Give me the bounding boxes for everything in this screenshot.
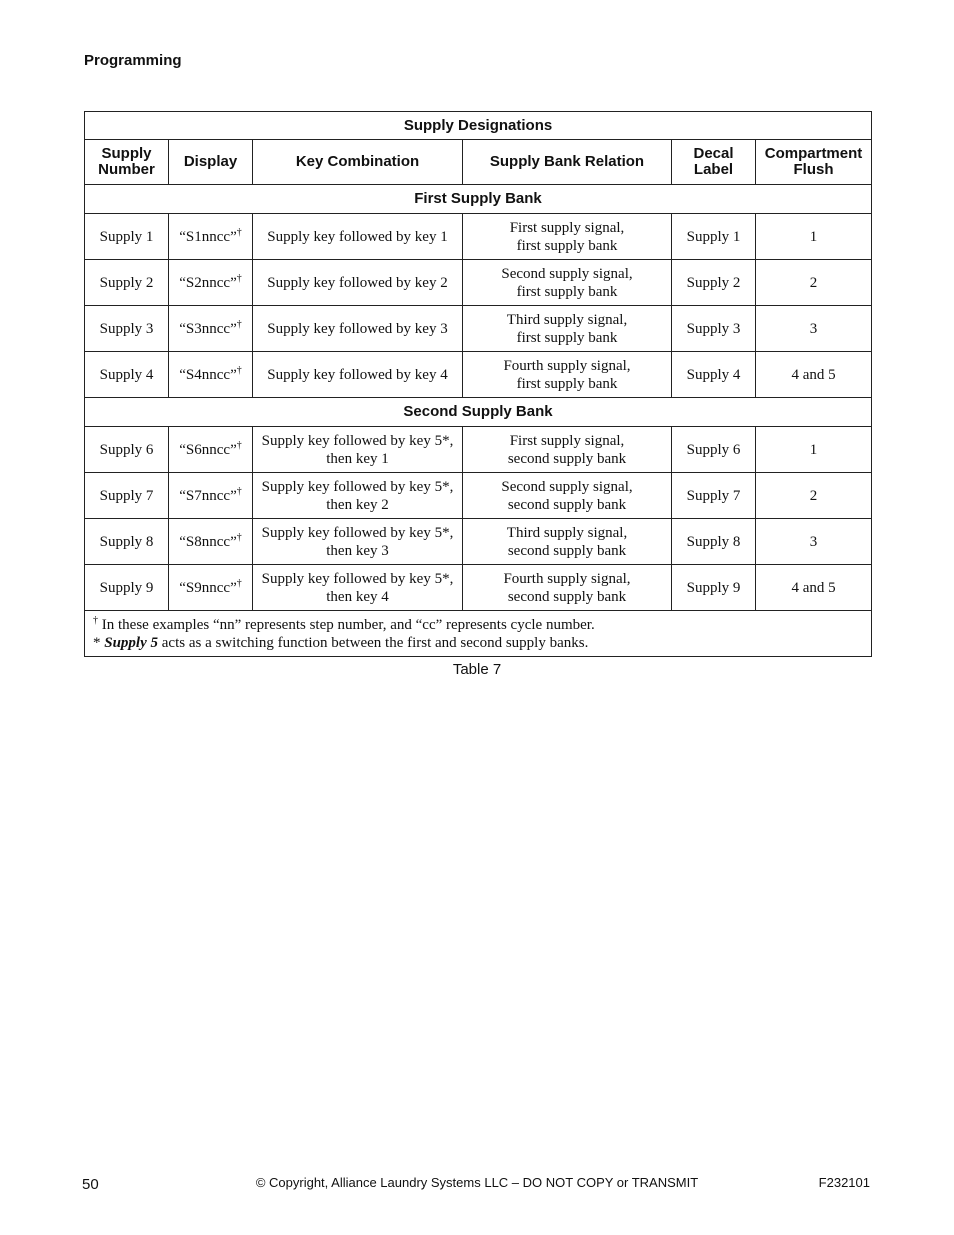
decal-label-cell: Supply 1 xyxy=(672,214,756,260)
supply-number-cell: Supply 7 xyxy=(85,473,169,519)
key-combination-line: then key 3 xyxy=(326,542,389,559)
bank-relation-line: second supply bank xyxy=(507,588,627,605)
bank-name: First Supply Bank xyxy=(85,185,872,214)
decal-label-cell: Supply 9 xyxy=(672,565,756,611)
page-number: 50 xyxy=(82,1176,99,1193)
compartment-flush-cell: 4 and 5 xyxy=(756,352,872,398)
bank-relation-cell xyxy=(463,427,672,473)
supply-number-cell: Supply 8 xyxy=(85,519,169,565)
supply-number-cell: Supply 6 xyxy=(85,427,169,473)
bank-relation-line: second supply bank xyxy=(507,450,627,467)
display-cell xyxy=(169,519,253,565)
compartment-flush-cell: 2 xyxy=(756,260,872,306)
display-cell xyxy=(169,473,253,519)
table-title: Supply Designations xyxy=(85,112,872,140)
table-row xyxy=(85,306,872,352)
display-cell xyxy=(169,352,253,398)
supply-number-cell: Supply 2 xyxy=(85,260,169,306)
key-combination-line: Supply key followed by key 3 xyxy=(267,320,448,337)
column-header xyxy=(169,140,253,185)
key-combination-line: Supply key followed by key 5*, xyxy=(261,432,454,449)
compartment-flush-cell: 4 and 5 xyxy=(756,565,872,611)
key-combination-cell xyxy=(253,473,463,519)
column-header xyxy=(253,140,463,185)
key-combination-line: Supply key followed by key 4 xyxy=(267,366,448,383)
bank-relation-cell xyxy=(463,214,672,260)
key-combination-line: Supply key followed by key 5*, xyxy=(261,478,454,495)
dagger-mark: † xyxy=(236,531,242,543)
key-combination-line: then key 1 xyxy=(326,450,389,467)
column-header-line: Key Combination xyxy=(295,153,420,170)
column-header-line: Display xyxy=(183,153,238,170)
column-header-row xyxy=(85,140,872,185)
table-row xyxy=(85,473,872,519)
column-header-line: Supply Bank Relation xyxy=(489,153,645,170)
table-row xyxy=(85,214,872,260)
bank-relation-cell xyxy=(463,260,672,306)
column-header-line: Compartment xyxy=(764,145,863,162)
key-combination-line: then key 2 xyxy=(326,496,389,513)
bank-relation-cell xyxy=(463,473,672,519)
bank-relation-line: Fourth supply signal, xyxy=(503,570,631,587)
compartment-flush-cell: 2 xyxy=(756,473,872,519)
bank-name: Second Supply Bank xyxy=(85,398,872,427)
bank-relation-cell xyxy=(463,352,672,398)
supply-number-cell: Supply 9 xyxy=(85,565,169,611)
key-combination-line: Supply key followed by key 2 xyxy=(267,274,448,291)
bank-relation-line: first supply bank xyxy=(516,283,618,300)
bank-relation-line: First supply signal, xyxy=(509,219,625,236)
decal-label-cell: Supply 7 xyxy=(672,473,756,519)
bank-relation-cell xyxy=(463,519,672,565)
column-header xyxy=(463,140,672,185)
display-cell xyxy=(169,260,253,306)
dagger-mark: † xyxy=(236,318,242,330)
asterisk-note-text: acts as a switching function between the first and second supply banks. xyxy=(158,634,589,651)
bank-relation-line: first supply bank xyxy=(516,375,618,392)
dagger-mark: † xyxy=(93,614,98,626)
compartment-flush-cell: 3 xyxy=(756,519,872,565)
dagger-mark: † xyxy=(236,485,242,497)
compartment-flush-cell: 1 xyxy=(756,427,872,473)
display-code: “S9nncc” xyxy=(179,579,237,596)
display-code: “S1nncc” xyxy=(179,228,237,245)
key-combination-line: Supply key followed by key 5*, xyxy=(261,524,454,541)
display-code: “S6nncc” xyxy=(179,441,237,458)
column-header xyxy=(85,140,169,185)
supply-designations-table xyxy=(84,111,872,657)
key-combination-line: then key 4 xyxy=(326,588,389,605)
dagger-mark: † xyxy=(236,226,242,238)
table-row xyxy=(85,427,872,473)
column-header xyxy=(756,140,872,185)
decal-label-cell: Supply 4 xyxy=(672,352,756,398)
dagger-note-text: In these examples “nn” represents step number, and “cc” represents cycle number. xyxy=(98,616,595,633)
column-header-line: Number xyxy=(98,161,155,178)
compartment-flush-cell: 1 xyxy=(756,214,872,260)
bank-relation-line: Third supply signal, xyxy=(506,311,628,328)
bank-relation-cell xyxy=(463,306,672,352)
footnote-dagger xyxy=(93,616,863,634)
key-combination-line: Supply key followed by key 5*, xyxy=(261,570,454,587)
supply-5-emphasis: Supply 5 xyxy=(104,634,159,651)
bank-relation-line: Second supply signal, xyxy=(501,478,633,495)
bank-relation-line: Fourth supply signal, xyxy=(503,357,631,374)
bank-header-row xyxy=(85,398,872,427)
key-combination-cell xyxy=(253,519,463,565)
document-id: F232101 xyxy=(818,1175,870,1190)
decal-label-cell: Supply 2 xyxy=(672,260,756,306)
dagger-mark: † xyxy=(236,439,242,451)
display-cell xyxy=(169,565,253,611)
decal-label-cell: Supply 3 xyxy=(672,306,756,352)
column-header-line: Decal xyxy=(693,145,734,162)
dagger-mark: † xyxy=(236,364,242,376)
asterisk-mark: * xyxy=(93,634,105,651)
bank-relation-line: second supply bank xyxy=(507,542,627,559)
display-code: “S8nncc” xyxy=(179,533,237,550)
supply-number-cell: Supply 4 xyxy=(85,352,169,398)
table-row xyxy=(85,519,872,565)
key-combination-cell xyxy=(253,260,463,306)
column-header-line: Supply xyxy=(101,145,152,162)
bank-relation-line: Third supply signal, xyxy=(506,524,628,541)
display-cell xyxy=(169,427,253,473)
bank-relation-line: First supply signal, xyxy=(509,432,625,449)
table-row xyxy=(85,565,872,611)
bank-header-row xyxy=(85,185,872,214)
display-code: “S7nncc” xyxy=(179,487,237,504)
footnote-asterisk xyxy=(93,634,863,652)
display-cell xyxy=(169,306,253,352)
decal-label-cell: Supply 8 xyxy=(672,519,756,565)
column-header xyxy=(672,140,756,185)
decal-label-cell: Supply 6 xyxy=(672,427,756,473)
table-row xyxy=(85,260,872,306)
bank-relation-line: Second supply signal, xyxy=(501,265,633,282)
display-code: “S2nncc” xyxy=(179,274,237,291)
supply-number-cell: Supply 3 xyxy=(85,306,169,352)
display-code: “S3nncc” xyxy=(179,320,237,337)
bank-relation-line: second supply bank xyxy=(507,496,627,513)
column-header-line: Flush xyxy=(793,161,834,178)
bank-relation-line: first supply bank xyxy=(516,237,618,254)
display-code: “S4nncc” xyxy=(179,366,237,383)
copyright-notice: © Copyright, Alliance Laundry Systems LLC – DO NOT COPY or TRANSMIT xyxy=(255,1175,699,1190)
key-combination-cell xyxy=(253,565,463,611)
key-combination-cell xyxy=(253,352,463,398)
key-combination-line: Supply key followed by key 1 xyxy=(267,228,448,245)
dagger-mark: † xyxy=(236,577,242,589)
column-header-line: Label xyxy=(693,161,734,178)
bank-relation-cell xyxy=(463,565,672,611)
key-combination-cell xyxy=(253,427,463,473)
dagger-mark: † xyxy=(236,272,242,284)
section-header: Programming xyxy=(84,52,182,69)
bank-relation-line: first supply bank xyxy=(516,329,618,346)
key-combination-cell xyxy=(253,214,463,260)
key-combination-cell xyxy=(253,306,463,352)
table-footnotes xyxy=(85,611,872,657)
table-caption: Table 7 xyxy=(452,661,502,678)
display-cell xyxy=(169,214,253,260)
table-row xyxy=(85,352,872,398)
table-body xyxy=(85,185,872,611)
compartment-flush-cell: 3 xyxy=(756,306,872,352)
supply-number-cell: Supply 1 xyxy=(85,214,169,260)
